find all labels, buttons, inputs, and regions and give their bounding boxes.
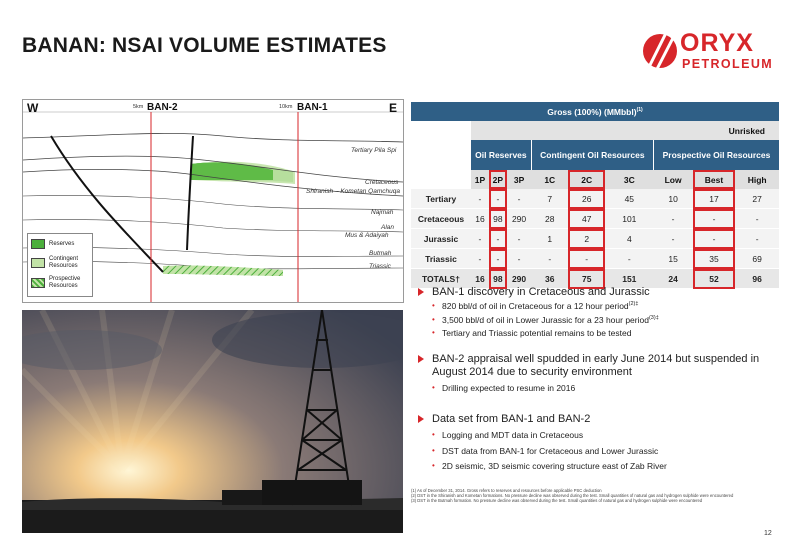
table-cell: - xyxy=(507,189,531,209)
table-cell: - xyxy=(693,209,736,229)
table-cell: 4 xyxy=(605,229,653,249)
well-label-ban2: BAN-2 xyxy=(147,102,178,113)
legend-swatch xyxy=(31,239,45,249)
sub-bullet xyxy=(432,461,772,471)
table-cell: 290 xyxy=(507,269,531,289)
table-row xyxy=(411,229,779,249)
table-cell: 75 xyxy=(568,269,605,289)
table-cell: - xyxy=(507,249,531,269)
footnotes xyxy=(411,488,781,503)
table-cell: 101 xyxy=(605,209,653,229)
sub-bullet xyxy=(432,315,772,325)
legend-label: Contingent Resources xyxy=(49,256,79,269)
bullet-dot-icon: • xyxy=(432,446,435,455)
table-row xyxy=(411,209,779,229)
bullet-dot-icon: • xyxy=(432,430,435,439)
bullet-dot-icon: • xyxy=(432,383,435,392)
row-label: TOTALS† xyxy=(411,269,471,289)
column-header: 1P xyxy=(471,170,489,189)
legend-swatch xyxy=(31,278,45,288)
table-cell: - xyxy=(489,249,507,269)
bullet-arrow-icon xyxy=(418,415,424,423)
bullet-dot-icon: • xyxy=(432,315,435,324)
bullet-text: Data set from BAN-1 and BAN-2 xyxy=(432,413,591,425)
west-label: W xyxy=(27,101,39,115)
drilling-rig-photo xyxy=(22,310,403,533)
table-cell: - xyxy=(605,249,653,269)
table-cell: - xyxy=(653,209,692,229)
table-cell: - xyxy=(568,249,605,269)
east-label: E xyxy=(389,101,398,115)
table-header-text: Gross (100%) (MMbbl) xyxy=(547,106,637,117)
column-header: 1C xyxy=(531,170,568,189)
page-title: BANAN: NSAI VOLUME ESTIMATES xyxy=(22,34,387,57)
bullet xyxy=(418,353,778,379)
column-header: Low xyxy=(653,170,692,189)
table-cell: 16 xyxy=(471,269,489,289)
table-cell: 98 xyxy=(489,269,507,289)
table-cell: - xyxy=(471,189,489,209)
bullet-text: BAN-2 appraisal well spudded in early June 2014 but suspended in August 2014 due to security environment xyxy=(432,353,760,378)
table-cell: - xyxy=(489,189,507,209)
table-cell: 52 xyxy=(693,269,736,289)
table-cell: - xyxy=(507,229,531,249)
table-cell: 98 xyxy=(489,209,507,229)
sub-bullet-text: Logging and MDT data in Cretaceous xyxy=(442,430,584,440)
table-cell: - xyxy=(531,249,568,269)
table-cell: 24 xyxy=(653,269,692,289)
legend-label: Reserves xyxy=(49,240,75,247)
bullet-arrow-icon xyxy=(418,355,424,363)
km-mark: 10km xyxy=(279,104,293,110)
row-label: Tertiary xyxy=(411,189,471,209)
sub-bullet-text: DST data from BAN-1 for Cretaceous and Lower Jurassic xyxy=(442,446,659,456)
sub-bullet xyxy=(432,446,772,456)
group-header: Oil Reserves xyxy=(471,140,531,170)
table-cell: 96 xyxy=(735,269,779,289)
table-cell: 47 xyxy=(568,209,605,229)
bullet-dot-icon: • xyxy=(432,461,435,470)
table-cell: 1 xyxy=(531,229,568,249)
column-header-row xyxy=(411,170,779,189)
column-header: Best xyxy=(693,170,736,189)
km-mark: 5km xyxy=(133,104,144,110)
logo-sub: PETROLEUM xyxy=(682,57,774,71)
formation-label: Mus & Adaiyah xyxy=(345,232,389,239)
column-header: High xyxy=(735,170,779,189)
volume-table xyxy=(411,102,779,289)
well-label-ban1: BAN-1 xyxy=(297,102,328,113)
sub-bullet xyxy=(432,328,772,338)
formation-label: Alan xyxy=(381,224,395,231)
column-header: 2P xyxy=(489,170,507,189)
table-cell: 45 xyxy=(605,189,653,209)
group-header: Contingent Oil Resources xyxy=(531,140,653,170)
bullet xyxy=(418,286,778,299)
table-cell: - xyxy=(693,229,736,249)
oryx-logo xyxy=(642,27,778,77)
sub-bullet-text: 3,500 bbl/d of oil in Lower Jurassic for a 23 hour period$^{(3)\ddagger}$ xyxy=(442,315,659,325)
table-header-row xyxy=(411,102,779,121)
table-cell: 16 xyxy=(471,209,489,229)
bullet-dot-icon: • xyxy=(432,328,435,337)
legend xyxy=(27,233,93,297)
formation-label: Shiranish – Kometan Qamchuqa xyxy=(306,188,400,195)
table-cell: 151 xyxy=(605,269,653,289)
table-header xyxy=(411,102,779,121)
legend-swatch xyxy=(31,258,45,268)
sub-bullet xyxy=(432,430,772,440)
bullet-text: BAN-1 discovery in Cretaceous and Jurassic xyxy=(432,286,650,298)
footnote: (3) DST in the Butmah formation. No pressure decline was observed during the test. Small quantities of natural gas and hydrogen sulphide were encountered xyxy=(411,498,703,503)
legend-item xyxy=(31,256,89,270)
table-cell: 15 xyxy=(653,249,692,269)
formation-label: Cretaceous xyxy=(365,179,399,186)
table-cell: 69 xyxy=(735,249,779,269)
table-row xyxy=(411,189,779,209)
table-cell: 10 xyxy=(653,189,692,209)
drilling-rig-image xyxy=(22,310,403,533)
sub-bullet xyxy=(432,301,772,311)
table-row xyxy=(411,249,779,269)
formation-label: Najmah xyxy=(371,209,394,216)
footnote: (1) As of December 31, 2014. Gross refers to reserves and resources before applicable PSC deduction xyxy=(411,488,602,493)
table-cell: 26 xyxy=(568,189,605,209)
table-group-row xyxy=(411,140,779,170)
table-cell: 28 xyxy=(531,209,568,229)
table-cell: - xyxy=(471,229,489,249)
table-cell: 35 xyxy=(693,249,736,269)
row-label: Cretaceous xyxy=(411,209,471,229)
table-subheader: Unrisked xyxy=(471,121,779,140)
formation-label: Butmah xyxy=(369,250,392,257)
table-cell: - xyxy=(735,209,779,229)
sub-bullet xyxy=(432,383,772,393)
table-cell: 7 xyxy=(531,189,568,209)
table-cell: 2 xyxy=(568,229,605,249)
table-header-sup: (1) xyxy=(636,106,643,113)
group-header: Prospective Oil Resources xyxy=(653,140,779,170)
sub-bullet-text: 2D seismic, 3D seismic covering structure east of Zab River xyxy=(442,461,667,471)
table-cell: - xyxy=(653,229,692,249)
column-header: 3C xyxy=(605,170,653,189)
footnote: (2) DST in the Shiranish and Kometan formations. No pressure decline was observed during the test. Small quantities of natural gas and hydrogen sulphide were encountered xyxy=(411,493,734,498)
sub-bullet-text: Tertiary and Triassic potential remains to be tested xyxy=(442,328,632,338)
legend-label: Prospective Resources xyxy=(49,276,81,289)
table-cell: 36 xyxy=(531,269,568,289)
sub-bullet-text: Drilling expected to resume in 2016 xyxy=(442,383,576,393)
row-label: Jurassic xyxy=(411,229,471,249)
table-cell: - xyxy=(471,249,489,269)
formation-label: Tertiary Pila Spi xyxy=(351,147,397,154)
legend-item xyxy=(31,239,74,249)
table-cell: 27 xyxy=(735,189,779,209)
table-cell: 290 xyxy=(507,209,531,229)
legend-item xyxy=(31,276,89,290)
table-cell: - xyxy=(489,229,507,249)
formation-label: Triassic xyxy=(369,263,391,270)
row-label: Triassic xyxy=(411,249,471,269)
bullet-arrow-icon xyxy=(418,288,424,296)
page-number: 12 xyxy=(764,530,772,537)
logo-brand: ORYX xyxy=(680,29,754,57)
cross-section-diagram xyxy=(22,99,404,303)
column-header: 3P xyxy=(507,170,531,189)
oryx-horns-icon xyxy=(642,27,682,73)
table-cell: 17 xyxy=(693,189,736,209)
table-subheader-row xyxy=(411,121,779,140)
sub-bullet-text: 820 bbl/d of oil in Cretaceous for a 12 hour period$^{(2)\ddagger}$ xyxy=(442,301,639,311)
bullet-dot-icon: • xyxy=(432,301,435,310)
bullet xyxy=(418,413,778,426)
column-header: 2C xyxy=(568,170,605,189)
table-cell: - xyxy=(735,229,779,249)
